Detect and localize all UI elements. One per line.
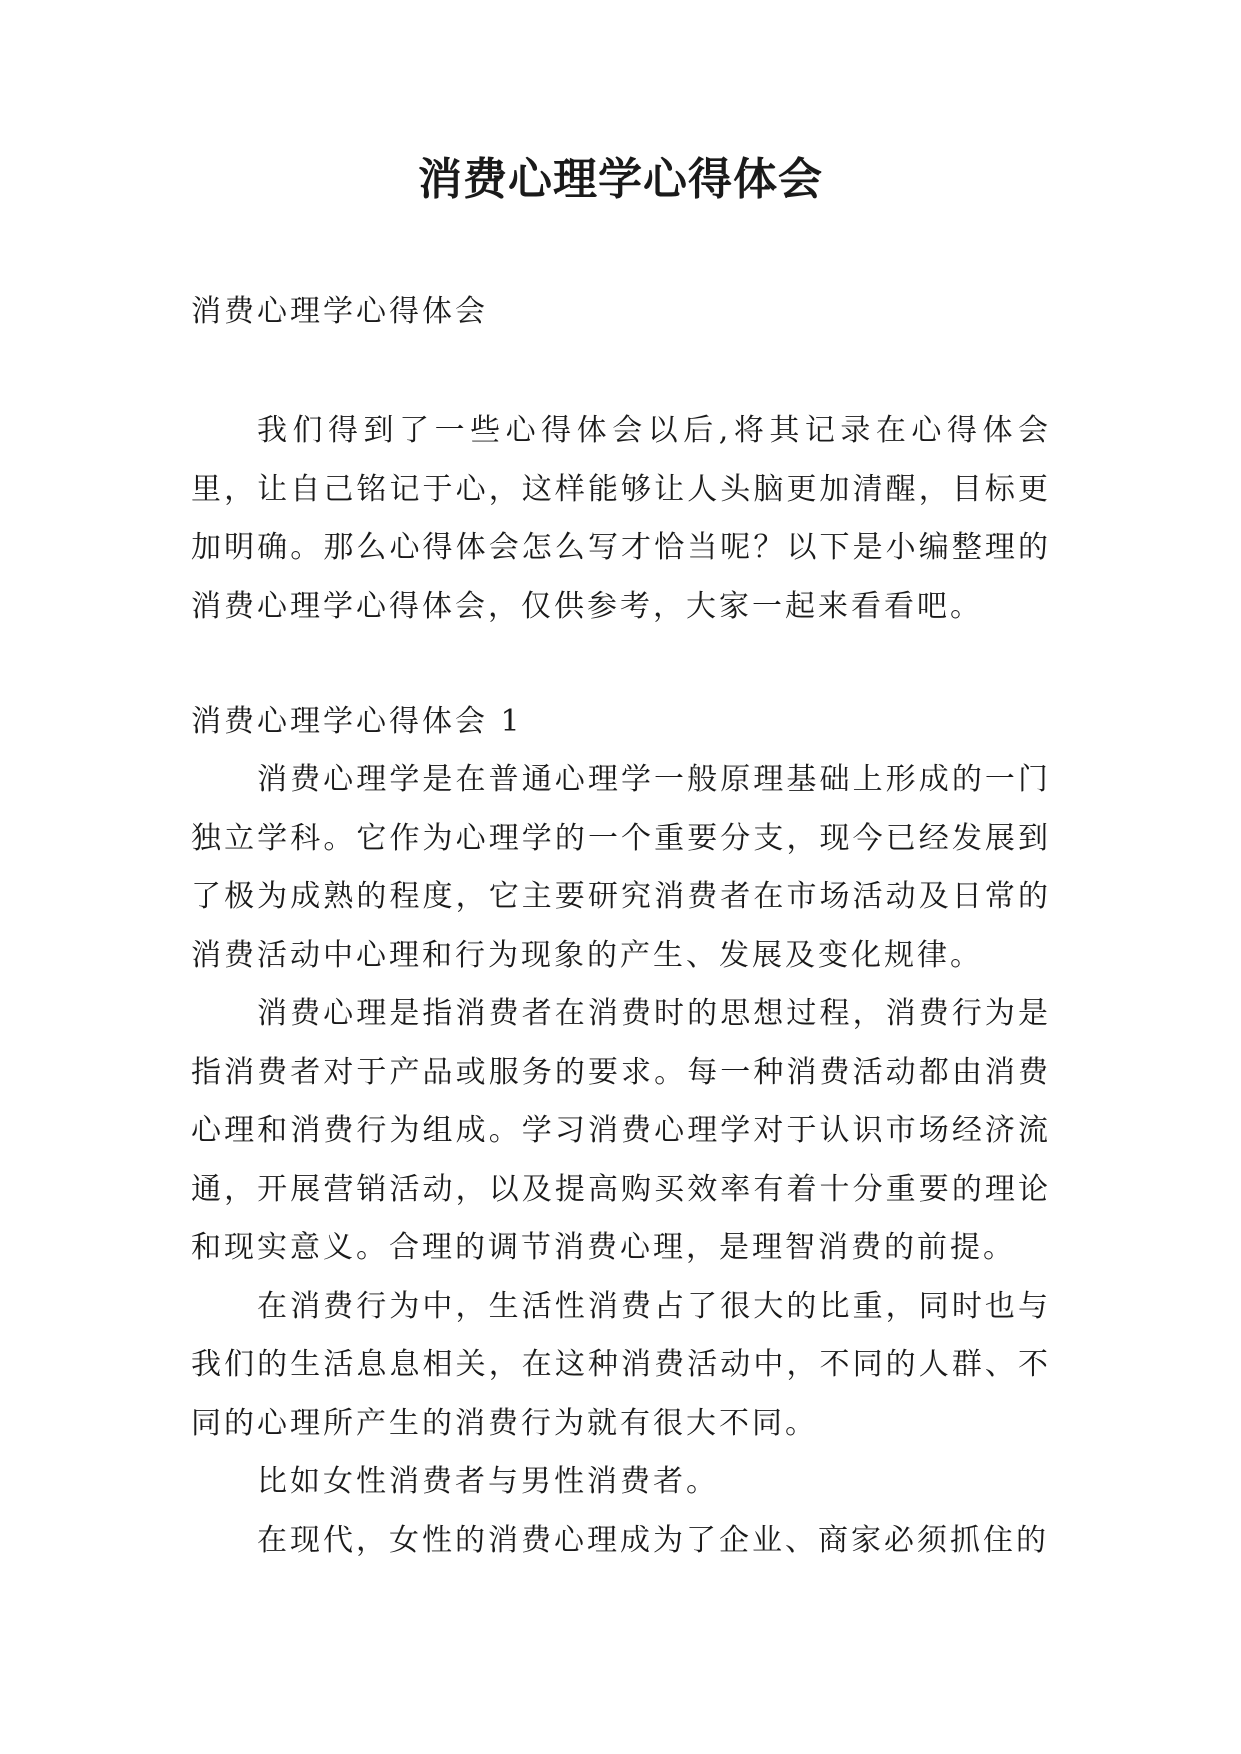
body-paragraph: 消费心理是指消费者在消费时的思想过程，消费行为是指消费者对于产品或服务的要求。每一种消费活动都由消费心理和消费行为组成。学习消费心理学对于认识市场经济流通，开展营销活动，以及提高购买效率有着十分重要的理论和现实意义。合理的调节消费心理，是理智消费的前提。 [191,996,1051,1265]
body-paragraph: 在消费行为中，生活性消费占了很大的比重，同时也与我们的生活息息相关，在这种消费活动中，不同的人群、不同的心理所产生的消费行为就有很大不同。 [191,1288,1051,1441]
body-paragraph: 消费心理学是在普通心理学一般原理基础上形成的一门独立学科。它作为心理学的一个重要分支，现今已经发展到了极为成熟的程度，它主要研究消费者在市场活动及日常的消费活动中心理和行为现象的产生、发展及变化规律。 [191,762,1051,973]
body-paragraph: 比如女性消费者与男性消费者。 [257,1464,719,1499]
section-body [191,751,1051,1570]
document-subtitle: 消费心理学心得体会 [191,294,488,329]
section-heading: 消费心理学心得体会 1 [191,704,523,739]
intro-paragraph: 我们得到了一些心得体会以后,将其记录在心得体会里，让自己铭记于心，这样能够让人头脑更加清醒，目标更加明确。那么心得体会怎么写才恰当呢？以下是小编整理的消费心理学心得体会，仅供参考，大家一起来看看吧。 [191,413,1051,624]
intro-block [191,402,1051,636]
body-paragraph: 在现代，女性的消费心理成为了企业、商家必须抓住的 [257,1522,1049,1558]
document-title: 消费心理学心得体会 [418,154,823,205]
